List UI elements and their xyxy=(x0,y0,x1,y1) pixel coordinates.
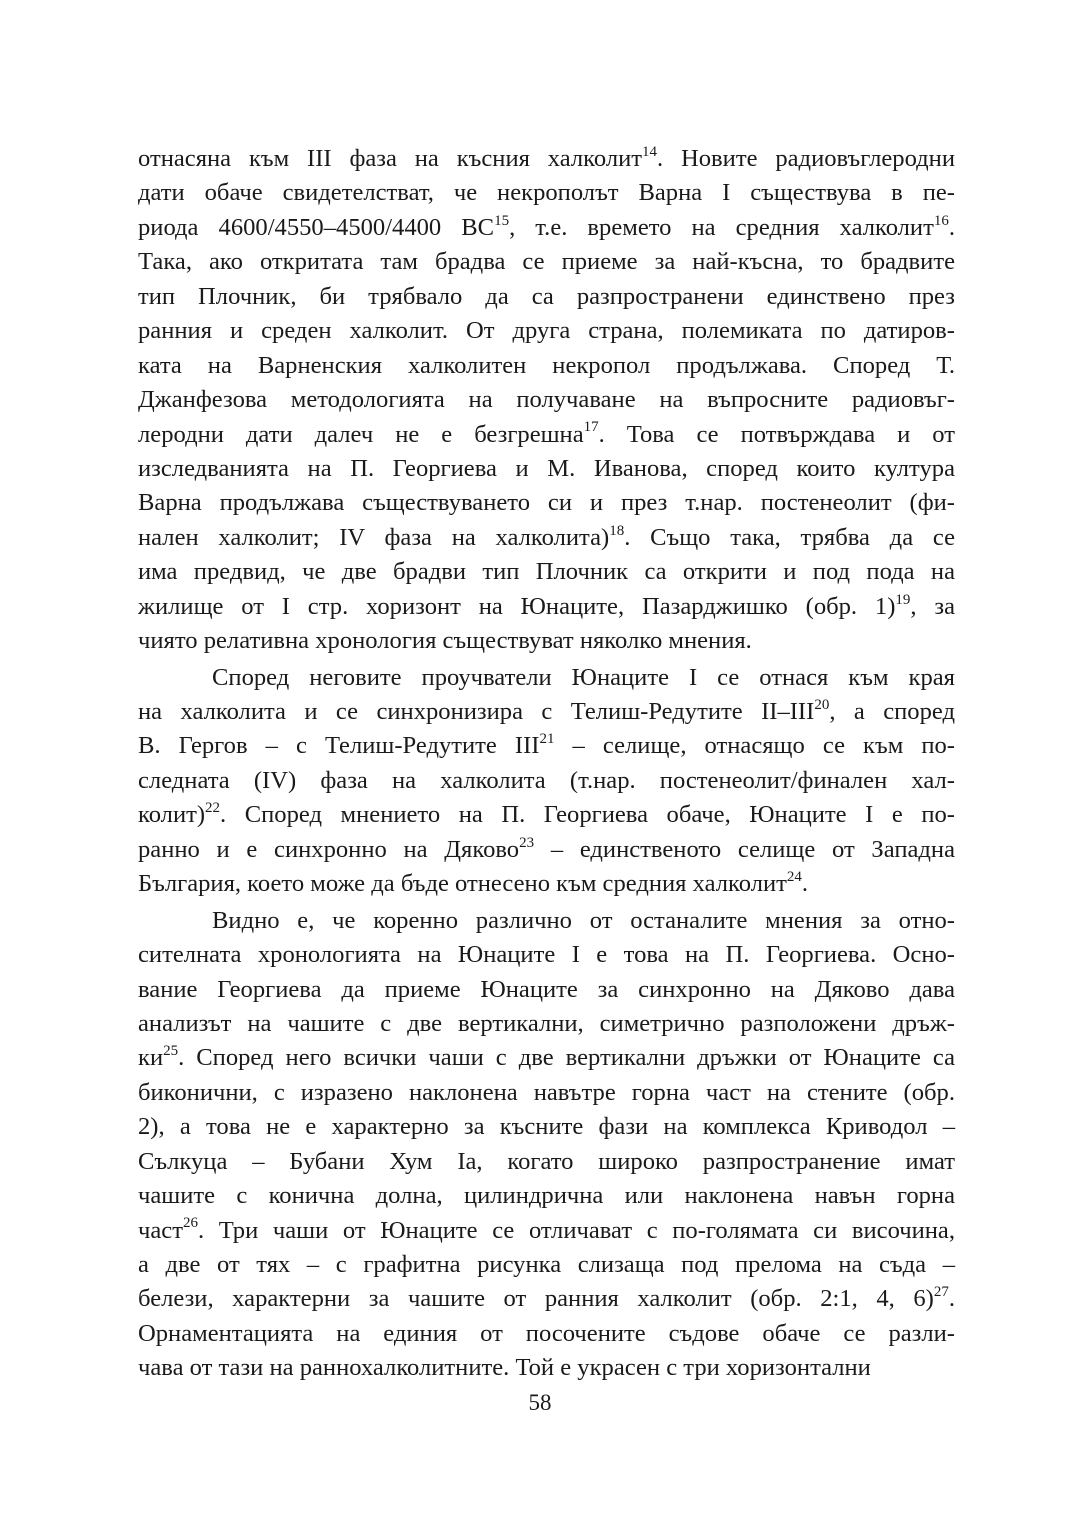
text-segment: биконични, с изразено наклонена навътре горна част на стените (обр. xyxy=(138,1078,955,1106)
text-segment: на халколита и се синхронизира с Телиш-Редутите II–III xyxy=(138,698,815,725)
text-segment: България, което може да бъде отнесено към средния халколит xyxy=(138,870,787,898)
text-segment: , за xyxy=(910,592,955,620)
text-line xyxy=(138,418,955,452)
text-line xyxy=(138,1007,955,1041)
text-line xyxy=(138,486,955,520)
text-line xyxy=(138,764,955,798)
footnote-marker: 22 xyxy=(205,800,221,817)
text-segment: . Също така, трябва да се xyxy=(624,523,955,551)
text-segment: Сълкуца – Бубани Хум Iа, когато широко разпространение имат xyxy=(138,1147,955,1175)
text-segment: вание Георгиева да приеме Юнаците за синхронно на Дяково дава xyxy=(138,975,955,1003)
text-line xyxy=(138,314,955,348)
footnote-marker: 25 xyxy=(163,1043,179,1060)
text-line xyxy=(138,661,955,695)
text-segment: – селище, отнасящо се към по- xyxy=(554,732,955,760)
footnote-marker: 16 xyxy=(933,212,949,229)
text-line xyxy=(138,521,955,555)
text-line xyxy=(138,176,955,210)
text-segment: следната (IV) фаза на халколита (т.нар. постенеолит/финален хал- xyxy=(138,766,955,794)
text-segment: отнасяна към III фаза на късния халколит xyxy=(138,145,642,172)
text-line xyxy=(138,383,955,417)
text-segment: Джанфезова методологията на получаване на въпросните радиовъг- xyxy=(138,386,955,414)
text-line xyxy=(138,798,955,832)
text-segment: . Новите радиовъглеродни xyxy=(657,145,955,172)
footnote-marker: 15 xyxy=(494,212,510,229)
text-line xyxy=(138,349,955,383)
text-line xyxy=(138,833,955,867)
footnote-marker: 21 xyxy=(539,731,555,748)
footnote-marker: 18 xyxy=(609,522,625,539)
footnote-marker: 17 xyxy=(583,419,599,436)
text-segment: Така, ако откритата там брадва се приеме за най-късна, то брадвите xyxy=(138,248,955,276)
text-line xyxy=(138,1282,955,1316)
text-line xyxy=(138,938,955,972)
text-segment: анализът на чашите с две вертикални, симетрично разположени дръж- xyxy=(138,1009,955,1037)
paragraph xyxy=(138,661,955,902)
text-segment: . Според мнението на П. Георгиева обаче, Юнаците I е по- xyxy=(220,801,955,829)
text-line xyxy=(138,142,955,176)
text-segment: изследванията на П. Георгиева и М. Иванова, според които култура xyxy=(138,454,955,482)
text-segment: ки xyxy=(138,1044,164,1072)
text-line xyxy=(138,1179,955,1213)
footnote-marker: 23 xyxy=(519,834,535,851)
text-line xyxy=(138,973,955,1007)
text-line xyxy=(138,1214,955,1248)
footnote-marker: 24 xyxy=(786,869,802,885)
text-segment: , а според xyxy=(829,698,955,725)
text-line xyxy=(138,867,955,901)
footnote-marker: 14 xyxy=(642,143,657,160)
text-segment: риода 4600/4550–4500/4400 BC xyxy=(138,213,495,241)
footnote-marker: 27 xyxy=(933,1284,949,1301)
text-segment: Според неговите проучватели Юнаците I се отнася към края xyxy=(212,663,955,691)
text-line xyxy=(138,1076,955,1110)
footnote-marker: 20 xyxy=(814,696,830,713)
text-segment: а две от тях – с графитна рисунка слизаща под прелома на съда – xyxy=(138,1251,955,1278)
footnote-marker: 26 xyxy=(182,1215,198,1232)
text-segment: 2), а това не е характерно за късните фази на комплекса Криводол – xyxy=(138,1113,955,1141)
text-line xyxy=(138,1351,955,1385)
text-line xyxy=(138,590,955,624)
text-line xyxy=(138,211,955,245)
text-line xyxy=(138,1110,955,1144)
text-segment: част xyxy=(138,1216,183,1244)
text-segment: белези, характерни за чашите от ранния халколит (обр. 2:1, 4, 6) xyxy=(138,1285,934,1313)
text-segment: . Според него всички чаши с две вертикални дръжки от Юнаците са xyxy=(178,1044,955,1072)
text-segment: . Това се потвърждава и от xyxy=(598,420,955,448)
text-line xyxy=(138,624,955,658)
paragraph xyxy=(138,904,955,1386)
page-number: 58 xyxy=(528,1390,552,1415)
text-segment: сителната хронологията на Юнаците I е това на П. Георгиева. Осно- xyxy=(138,941,955,969)
text-line xyxy=(138,555,955,589)
text-line xyxy=(138,695,955,729)
text-segment: нален халколит; IV фаза на халколита) xyxy=(138,523,610,551)
text-line xyxy=(138,245,955,279)
text-line xyxy=(138,452,955,486)
text-segment: . xyxy=(948,213,956,241)
text-segment: има предвид, че две брадви тип Плочник са открити и под пода на xyxy=(138,558,955,586)
text-segment: . xyxy=(948,1285,955,1313)
text-line xyxy=(138,1317,955,1351)
text-segment: жилище от I стр. хоризонт на Юнаците, Пазарджишко (обр. 1) xyxy=(138,592,896,620)
text-segment: леродни дати далеч не е безгрешна xyxy=(138,420,584,448)
text-line xyxy=(138,904,955,938)
text-line xyxy=(138,1041,955,1075)
text-line xyxy=(138,1248,955,1282)
text-line xyxy=(138,729,955,763)
text-segment: тип Плочник, би трябвало да са разпространени единствено през xyxy=(138,282,955,310)
text-segment: – единственото селище от Западна xyxy=(534,835,955,863)
paragraph xyxy=(138,142,955,659)
text-segment: . xyxy=(801,870,809,898)
text-segment: , т.е. времето на средния халколит xyxy=(509,213,934,241)
text-segment: чиято релативна хронология съществуват няколко мнения. xyxy=(138,627,752,655)
body-text xyxy=(138,142,955,1386)
text-line xyxy=(138,280,955,314)
text-segment: Варна продължава съществуването си и през т.нар. постенеолит (фи- xyxy=(138,489,955,517)
text-segment: чашите с конична долна, цилиндрична или наклонена навън горна xyxy=(138,1182,955,1210)
text-segment: ката на Варненския халколитен некропол продължава. Според Т. xyxy=(138,351,955,379)
footnote-marker: 19 xyxy=(895,591,911,608)
text-segment: колит) xyxy=(138,801,206,829)
text-segment: дати обаче свидетелстват, че некрополът Варна I съществува в пе- xyxy=(138,179,955,207)
text-segment: . Три чаши от Юнаците се отличават с по-голямата си височина, xyxy=(197,1216,955,1244)
text-segment: Орнаментацията на единия от посочените съдове обаче се разли- xyxy=(138,1319,955,1347)
text-segment: Видно е, че коренно различно от останалите мнения за отно- xyxy=(212,906,955,934)
text-segment: ранния и среден халколит. От друга страна, полемиката по датиров- xyxy=(138,317,955,345)
text-segment: ранно и е синхронно на Дяково xyxy=(138,835,520,863)
text-segment: чава от тази на раннохалколитните. Той е украсен с три хоризонтални xyxy=(138,1354,871,1382)
text-line xyxy=(138,1145,955,1179)
text-segment: В. Гергов – с Телиш-Редутите III xyxy=(138,732,540,760)
